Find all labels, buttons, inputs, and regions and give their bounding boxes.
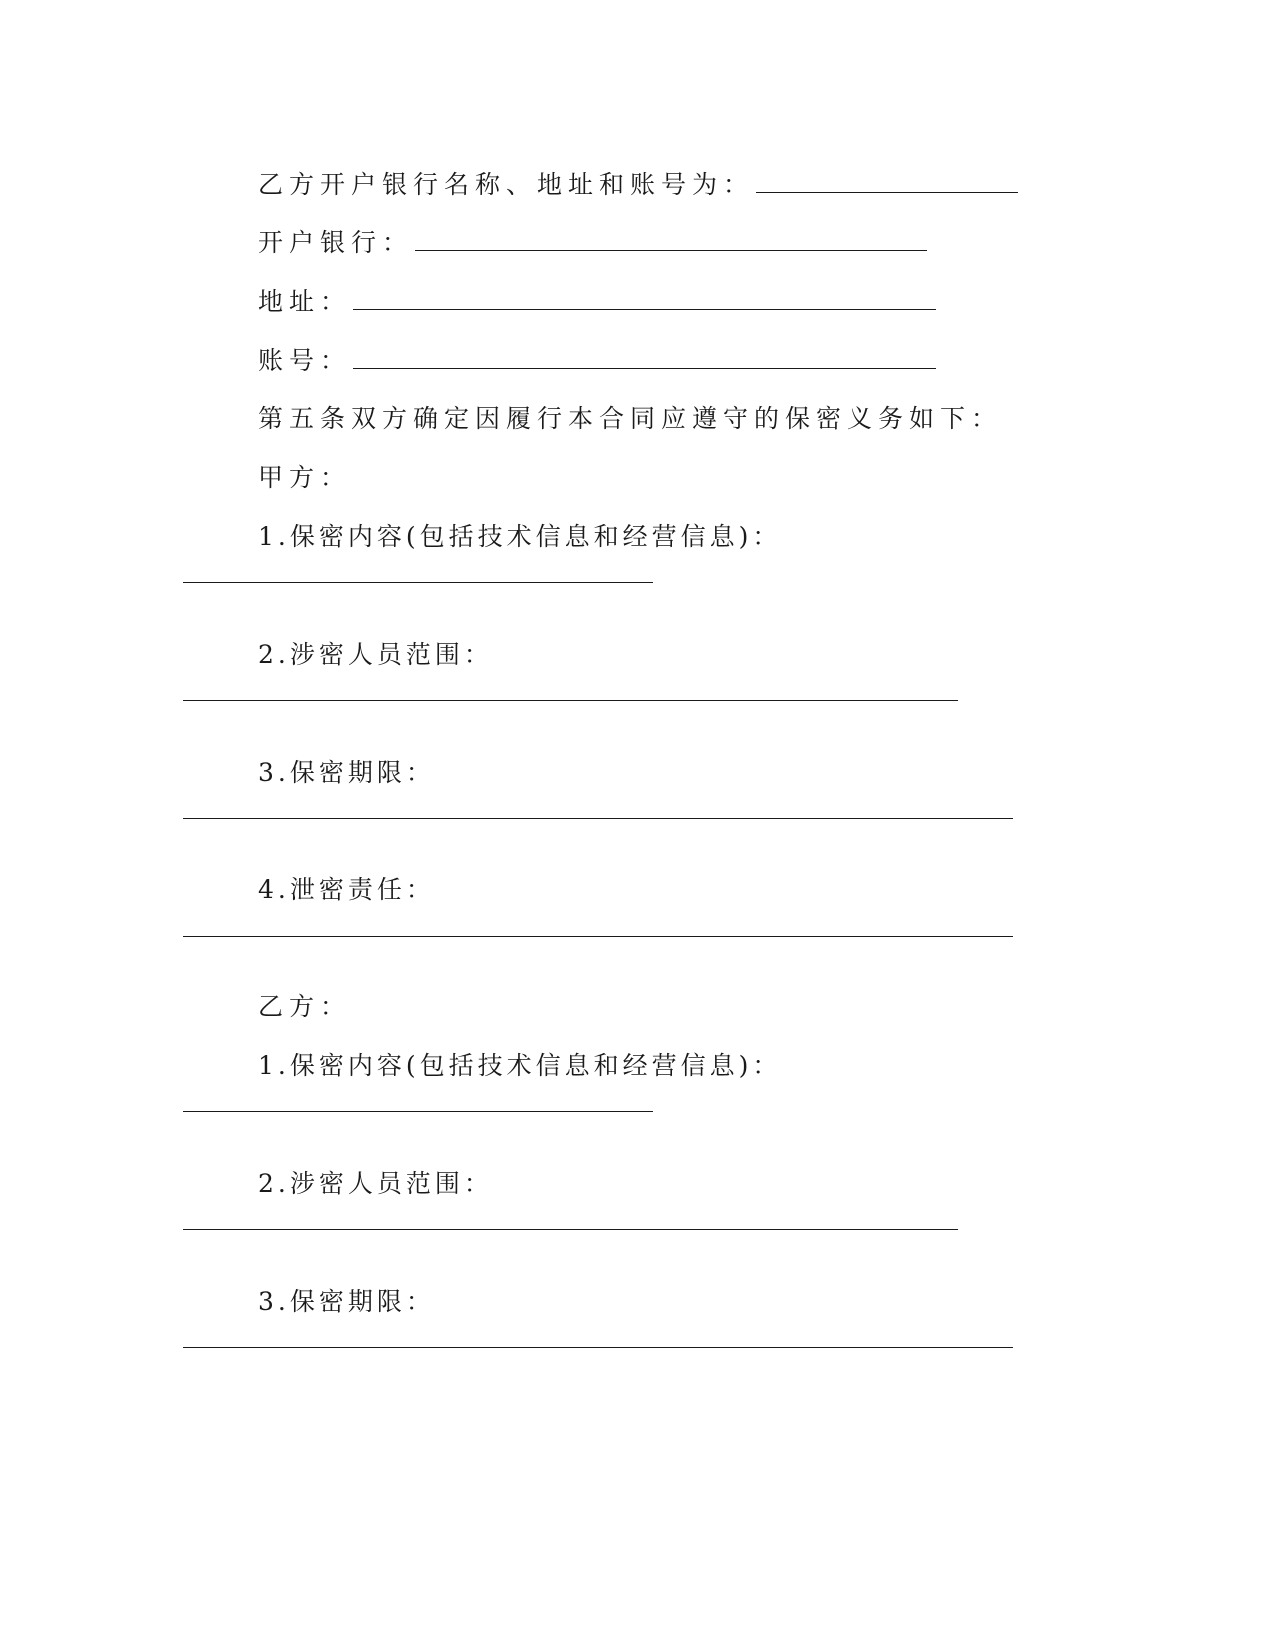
party-b-item1: 1.保密内容(包括技术信息和经营信息)： (258, 1051, 782, 1080)
party-a-item1-blank[interactable] (183, 582, 653, 583)
party-a-item4: 4.泄密责任： (258, 875, 435, 904)
party-a-item1: 1.保密内容(包括技术信息和经营信息)： (258, 522, 782, 551)
party-b-item3: 3.保密期限： (258, 1287, 435, 1316)
article5-title: 第五条双方确定因履行本合同应遵守的保密义务如下： (258, 404, 1003, 433)
address-blank[interactable] (353, 287, 936, 310)
address-label: 地址： (258, 287, 352, 316)
party-a-item3: 3.保密期限： (258, 758, 435, 787)
party-a-item3-blank[interactable] (183, 818, 1013, 819)
party-a-item4-blank[interactable] (183, 936, 1013, 937)
party-b-item2: 2.涉密人员范围： (258, 1169, 493, 1198)
account-label: 账号： (258, 346, 352, 375)
bank-name-line (258, 228, 927, 258)
bank-name-label: 开户银行： (258, 228, 414, 257)
party-a-label: 甲方： (258, 463, 352, 492)
bank-name-blank[interactable] (415, 228, 927, 251)
party-a-item2: 2.涉密人员范围： (258, 640, 493, 669)
account-blank[interactable] (353, 346, 936, 369)
account-line (258, 346, 936, 376)
party-b-item1-blank[interactable] (183, 1111, 653, 1112)
bank-intro-line (258, 170, 1018, 200)
party-b-item2-blank[interactable] (183, 1229, 958, 1230)
party-b-item3-blank[interactable] (183, 1347, 1013, 1348)
party-a-item2-blank[interactable] (183, 700, 958, 701)
party-b-label: 乙方： (258, 992, 352, 1021)
bank-intro-blank[interactable] (756, 170, 1018, 193)
bank-intro-text: 乙方开户银行名称、地址和账号为： (258, 170, 755, 199)
address-line (258, 287, 936, 317)
